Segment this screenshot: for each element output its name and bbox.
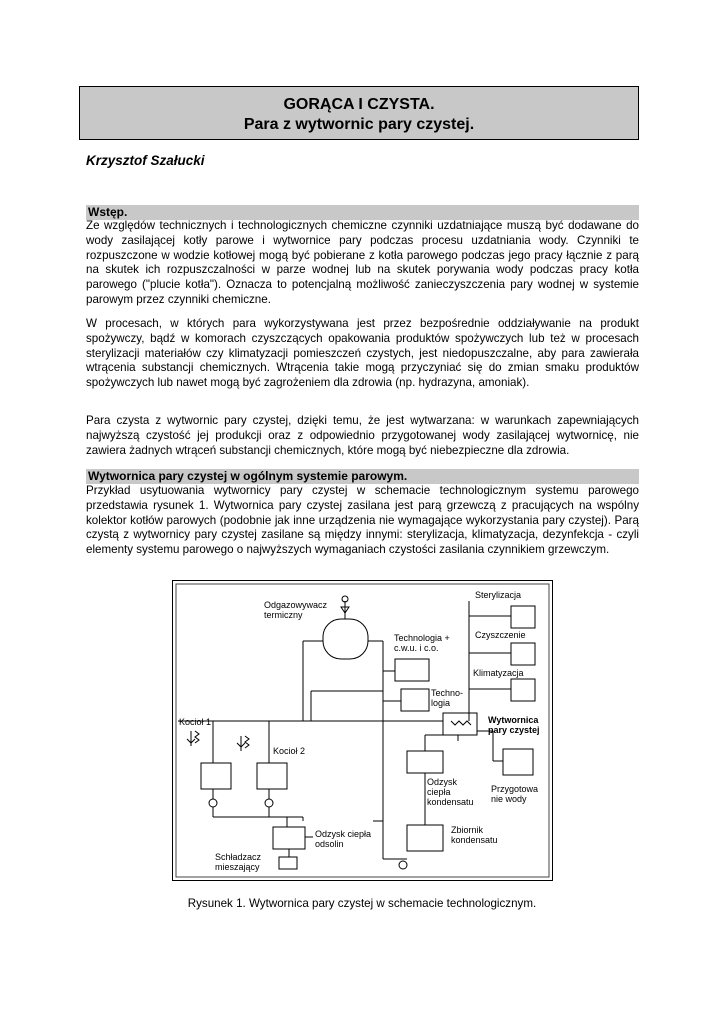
title-box — [79, 86, 639, 140]
label-wytwornica: Wytwornica pary czystej — [488, 715, 540, 735]
odzysk-kondensatu-box — [407, 751, 443, 773]
author-name: Krzysztof Szałucki — [86, 153, 205, 168]
czyszczenie-box — [511, 643, 535, 665]
intro-heading: Wstęp. — [86, 205, 639, 220]
intro-paragraph-2: W procesach, w których para wykorzystywana jest przez bezpośrednie oddziaływanie na produkt spożywczy, bądź w komorach czyszczących opakowania produktów spożywczych lub też w procesach sterylizacji materiałów czy klimatyzacji pomieszczeń czystych, jest niedopuszczalne, aby para zawierała wtrącenia substancji chemicznych. Wtrącenia takie mogą przyczyniać się do zmian smaku produktów spożywczych lub nawet mogą być zagrożeniem dla zdrowia (np. hydrazyna, amoniak). — [86, 317, 639, 390]
intro-paragraph-3: Para czysta z wytwornic pary czystej, dzięki temu, że jest wytwarzana: w warunkach zapewniających najwyższą czystość jej produkcji oraz z odpowiednio przygotowanej wody zasilającej wytwornicę, nie zawiera żadnych wtrąceń substancji chemicznych, które mogą być niebezpieczne dla zdrowia. — [86, 414, 639, 457]
label-odzysk-kondensatu: Odzysk ciepła kondensatu — [427, 777, 474, 807]
kociol1-box — [201, 763, 231, 789]
label-zbiornik: Zbiornik kondensatu — [451, 825, 498, 845]
deaerator-tank — [323, 619, 368, 659]
kociol2-box — [257, 763, 287, 789]
wytwornica-box — [443, 713, 477, 735]
label-odgazowywacz: Odgazowywacz termiczny — [264, 600, 328, 620]
sterylizacja-box — [511, 606, 535, 628]
label-czyszczenie: Czyszczenie — [475, 630, 526, 640]
odzysk-odsolin-box — [273, 827, 305, 849]
przygotowanie-wody-box — [503, 749, 533, 775]
technologia-box — [401, 689, 429, 711]
label-przygotowanie-wody: Przygotowa nie wody — [491, 784, 539, 804]
klimatyzacja-box — [511, 679, 535, 701]
title-line-2: Para z wytwornic pary czystej. — [243, 116, 475, 133]
title-line-1: GORĄCA I CZYSTA. — [283, 96, 435, 113]
label-odzysk-odsolin: Odzysk ciepła odsolin — [315, 829, 372, 849]
zbiornik-kondensatu-box — [407, 825, 443, 851]
system-heading: Wytwornica pary czystej w ogólnym systemie parowym. — [86, 469, 639, 484]
label-technologia-cwu: Technologia + c.w.u. i c.o. — [394, 633, 450, 653]
system-paragraph-1: Przykład usytuowania wytwornicy pary czystej w schemacie technologicznym systemu parowego przedstawia rysunek 1. Wytwornica pary czystej zasilana jest parą grzewczą z pracujących na wspólny kolektor kotłów parowych (podobnie jak inne urządzenia nie wymagające wykorzystania pary czystej). Parą czystą z wytwornicy pary czystej zasilane są między innymi: sterylizacja, klimatyzacja, dezynfekcja - czyli elementy systemu parowego o najwyższych wymaganiach czystości zasilania czynnikiem grzewczym. — [86, 484, 639, 557]
label-sterylizacja: Sterylizacja — [475, 590, 522, 600]
schematic-figure — [172, 580, 553, 881]
label-kociol2: Kocioł 2 — [273, 746, 306, 756]
intro-paragraph-1: Ze względów technicznych i technologicznych chemiczne czynniki uzdatniające muszą być dodawane do wody zasilającej kotły parowe i wytwornice pary podczas procesu uzdatniania wody. Czynniki te rozpuszczone w wodzie kotłowej mogą być pobierane z kotła parowego podczas jego pracy łącznie z parą na skutek ich rozpuszczalności w parze wodnej lub na skutek porywania wody podczas pracy kotła parowego ("plucie kotła"). Oznacza to potencjalną możliwość zanieczyszczenia pary wodnej w systemie parowym przez czynniki chemiczne. — [86, 219, 639, 306]
figure-caption: Rysunek 1. Wytwornica pary czystej w schemacie technologicznym. — [187, 897, 537, 910]
label-kociol1: Kocioł 1 — [179, 717, 212, 727]
label-technologia: Techno- logia — [431, 688, 464, 708]
schladzacz-box — [279, 857, 297, 869]
technologia-cwu-box — [395, 659, 429, 681]
label-klimatyzacja: Klimatyzacja — [473, 668, 524, 678]
label-schladzacz: Schładzacz mieszający — [215, 852, 262, 872]
